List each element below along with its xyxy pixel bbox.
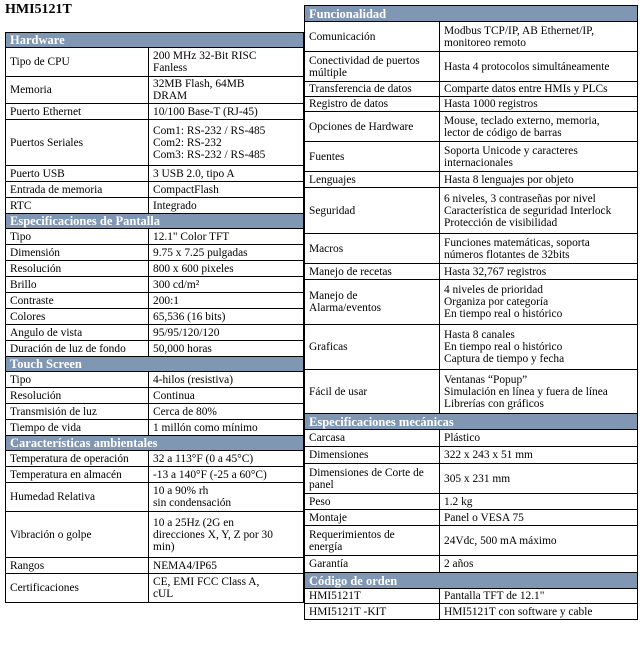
spec-value: NEMA4/IP65	[149, 558, 304, 574]
spec-value: 305 x 231 mm	[440, 464, 638, 494]
section-header-especificaciones-de-pantalla	[6, 214, 304, 229]
spec-row	[305, 97, 638, 112]
spec-value: -13 a 140°F (-25 a 60°C)	[149, 467, 304, 483]
spec-label: Entrada de memoria	[6, 182, 149, 198]
section-header-caracteristicas-ambientales	[6, 436, 304, 451]
section-header-codigo-de-orden	[305, 573, 638, 589]
spec-value: Hasta 8 canales En tiempo real o histórico Captura de tiempo y fecha	[440, 325, 638, 370]
spec-row	[6, 574, 304, 603]
spec-row	[305, 370, 638, 414]
spec-label: Resolución	[6, 388, 149, 404]
spec-value: 24Vdc, 500 mA máximo	[440, 526, 638, 556]
spec-label: Tipo de CPU	[6, 48, 149, 77]
spec-row	[6, 467, 304, 483]
spec-value: Hasta 32,767 registros	[440, 264, 638, 280]
spec-value: Cerca de 80%	[149, 404, 304, 420]
spec-label: Montaje	[305, 510, 440, 526]
spec-label: Tipo	[6, 229, 149, 245]
spec-value: 9.75 x 7.25 pulgadas	[149, 245, 304, 261]
spec-label: Fuentes	[305, 142, 440, 172]
spec-value: 10 a 90% rh sin condensación	[149, 483, 304, 512]
spec-value: Hasta 8 lenguajes por objeto	[440, 172, 638, 188]
right-spec-table	[304, 5, 638, 620]
spec-label: Registro de datos	[305, 97, 440, 112]
section-title: Especificaciones mecánicas	[305, 414, 638, 430]
spec-label: Conectividad de puertos múltiple	[305, 52, 440, 82]
spec-row	[305, 112, 638, 142]
spec-row	[6, 261, 304, 277]
spec-value: Soporta Unicode y caracteres internacionales	[440, 142, 638, 172]
spec-label: Requerimientos de energía	[305, 526, 440, 556]
spec-row	[6, 48, 304, 77]
spec-label: Resolución	[6, 261, 149, 277]
spec-value: Continua	[149, 388, 304, 404]
spec-row	[6, 451, 304, 467]
spec-value: 322 x 243 x 51 mm	[440, 447, 638, 464]
spec-row	[305, 447, 638, 464]
spec-value: Hasta 1000 registros	[440, 97, 638, 112]
left-spec-table	[5, 32, 304, 603]
spec-row	[6, 77, 304, 104]
spec-label: Dimensión	[6, 245, 149, 261]
spec-label: Comunicación	[305, 22, 440, 52]
spec-label: Opciones de Hardware	[305, 112, 440, 142]
spec-row	[6, 277, 304, 293]
spec-row	[6, 229, 304, 245]
spec-value: 2 años	[440, 556, 638, 573]
spec-value: Funciones matemáticas, soporta números flotantes de 32bits	[440, 234, 638, 264]
spec-row	[6, 309, 304, 325]
spec-label: Seguridad	[305, 188, 440, 234]
spec-label: Colores	[6, 309, 149, 325]
spec-value: Ventanas “Popup” Simulación en línea y fuera de línea Librerías con gráficos	[440, 370, 638, 414]
spec-value: 1.2 kg	[440, 494, 638, 510]
spec-label: Dimensiones de Corte de panel	[305, 464, 440, 494]
spec-value: 10 a 25Hz (2G en direcciones X, Y, Z por 30 min)	[149, 512, 304, 558]
spec-row	[305, 325, 638, 370]
spec-row	[305, 234, 638, 264]
section-title: Especificaciones de Pantalla	[6, 214, 304, 229]
spec-value: 32MB Flash, 64MB DRAM	[149, 77, 304, 104]
spec-row	[305, 82, 638, 97]
section-header-funcionalidad	[305, 6, 638, 22]
spec-label: Puerto Ethernet	[6, 104, 149, 120]
spec-row	[305, 589, 638, 604]
spec-value: CompactFlash	[149, 182, 304, 198]
spec-label: Temperatura en almacén	[6, 467, 149, 483]
spec-label: Memoria	[6, 77, 149, 104]
spec-label: Brillo	[6, 277, 149, 293]
spec-label: Angulo de vista	[6, 325, 149, 341]
spec-row	[6, 420, 304, 436]
section-title: Funcionalidad	[305, 6, 638, 22]
spec-label: Garantía	[305, 556, 440, 573]
spec-row	[305, 52, 638, 82]
spec-label: HMI5121T -KIT	[305, 604, 440, 620]
spec-row	[305, 280, 638, 325]
spec-label: Transferencia de datos	[305, 82, 440, 97]
spec-row	[6, 483, 304, 512]
spec-label: Peso	[305, 494, 440, 510]
section-header-touch-screen	[6, 357, 304, 372]
spec-row	[305, 604, 638, 620]
spec-value: 65,536 (16 bits)	[149, 309, 304, 325]
spec-label: Duración de luz de fondo	[6, 341, 149, 357]
spec-label: HMI5121T	[305, 589, 440, 604]
document-title: HMI5121T	[5, 2, 72, 17]
spec-row	[305, 142, 638, 172]
spec-label: Temperatura de operación	[6, 451, 149, 467]
spec-label: Puertos Seriales	[6, 120, 149, 166]
spec-row	[6, 341, 304, 357]
spec-value: 10/100 Base-T (RJ-45)	[149, 104, 304, 120]
spec-row	[6, 104, 304, 120]
spec-value: Mouse, teclado externo, memoria, lector de código de barras	[440, 112, 638, 142]
spec-value: 12.1" Color TFT	[149, 229, 304, 245]
spec-row	[305, 172, 638, 188]
spec-value: 200:1	[149, 293, 304, 309]
spec-row	[305, 430, 638, 447]
spec-label: Puerto USB	[6, 166, 149, 182]
section-title: Características ambientales	[6, 436, 304, 451]
spec-row	[6, 512, 304, 558]
spec-label: Macros	[305, 234, 440, 264]
section-title: Código de orden	[305, 573, 638, 589]
section-header-especificaciones-mecanicas	[305, 414, 638, 430]
spec-value: Com1: RS-232 / RS-485 Com2: RS-232 Com3: RS-232 / RS-485	[149, 120, 304, 166]
spec-row	[305, 188, 638, 234]
spec-value: 6 niveles, 3 contraseñas por nivel Característica de seguridad Interlock Protección de visibilidad	[440, 188, 638, 234]
spec-value: Pantalla TFT de 12.1"	[440, 589, 638, 604]
spec-value: Hasta 4 protocolos simultáneamente	[440, 52, 638, 82]
spec-value: 32 a 113°F (0 a 45°C)	[149, 451, 304, 467]
spec-label: Certificaciones	[6, 574, 149, 603]
spec-value: 1 millón como mínimo	[149, 420, 304, 436]
spec-value: 95/95/120/120	[149, 325, 304, 341]
spec-label: Tipo	[6, 372, 149, 388]
spec-row	[6, 388, 304, 404]
spec-label: RTC	[6, 198, 149, 214]
spec-row	[305, 526, 638, 556]
spec-row	[305, 556, 638, 573]
spec-value: HMI5121T con software y cable	[440, 604, 638, 620]
spec-label: Graficas	[305, 325, 440, 370]
spec-label: Manejo de Alarma/eventos	[305, 280, 440, 325]
spec-label: Carcasa	[305, 430, 440, 447]
spec-row	[305, 494, 638, 510]
spec-value: Modbus TCP/IP, AB Ethernet/IP, monitoreo remoto	[440, 22, 638, 52]
spec-value: 800 x 600 pixeles	[149, 261, 304, 277]
spec-row	[6, 558, 304, 574]
spec-label: Transmisión de luz	[6, 404, 149, 420]
spec-label: Rangos	[6, 558, 149, 574]
spec-label: Lenguajes	[305, 172, 440, 188]
spec-row	[305, 264, 638, 280]
spec-label: Tiempo de vida	[6, 420, 149, 436]
spec-value: Integrado	[149, 198, 304, 214]
spec-row	[6, 166, 304, 182]
spec-value: 3 USB 2.0, tipo A	[149, 166, 304, 182]
spec-row	[6, 293, 304, 309]
spec-row	[6, 198, 304, 214]
spec-label: Vibración o golpe	[6, 512, 149, 558]
spec-label: Manejo de recetas	[305, 264, 440, 280]
spec-value: 50,000 horas	[149, 341, 304, 357]
spec-row	[6, 120, 304, 166]
spec-label: Dimensiones	[305, 447, 440, 464]
spec-label: Fácil de usar	[305, 370, 440, 414]
spec-row	[305, 22, 638, 52]
spec-row	[6, 372, 304, 388]
spec-value: CE, EMI FCC Class A, cUL	[149, 574, 304, 603]
spec-value: 4-hilos (resistiva)	[149, 372, 304, 388]
spec-value: Plástico	[440, 430, 638, 447]
spec-label: Humedad Relativa	[6, 483, 149, 512]
spec-row	[305, 510, 638, 526]
spec-value: 4 niveles de prioridad Organiza por categoría En tiempo real o histórico	[440, 280, 638, 325]
spec-value: 200 MHz 32-Bit RISC Fanless	[149, 48, 304, 77]
section-title: Touch Screen	[6, 357, 304, 372]
spec-row	[6, 182, 304, 198]
spec-value: Panel o VESA 75	[440, 510, 638, 526]
section-title: Hardware	[6, 33, 304, 48]
spec-row	[305, 464, 638, 494]
spec-label: Contraste	[6, 293, 149, 309]
spec-value: Comparte datos entre HMIs y PLCs	[440, 82, 638, 97]
section-header-hardware	[6, 33, 304, 48]
spec-row	[6, 325, 304, 341]
spec-row	[6, 245, 304, 261]
spec-row	[6, 404, 304, 420]
spec-value: 300 cd/m²	[149, 277, 304, 293]
